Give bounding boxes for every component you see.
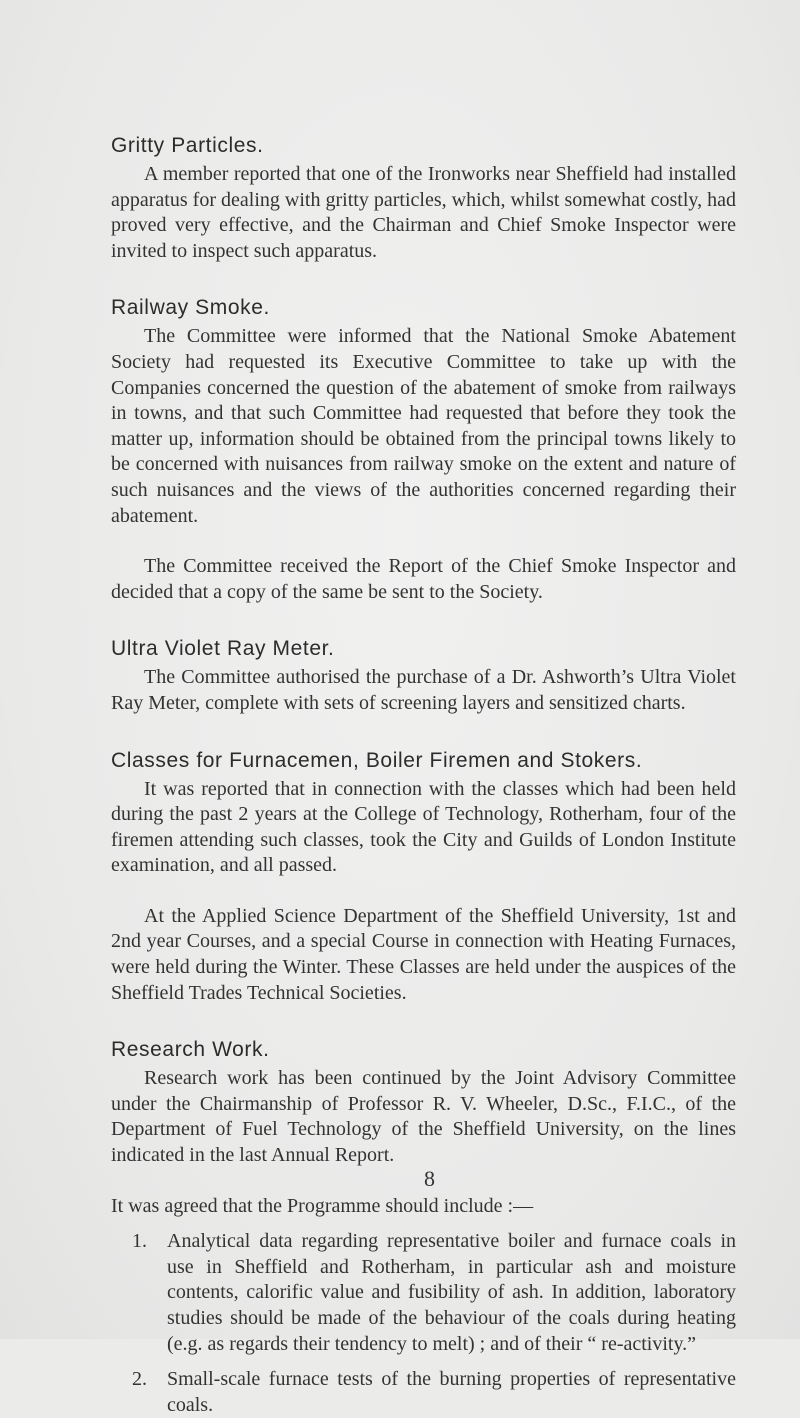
section-paragraph: The Committee were informed that the National Smoke Abatement Society had requested its Executive Committee to take up with the Companies concerned the question of the abatement of smoke from railways in towns, and that such Committee had requested that before they took the matter up, information should be obtained from the principal towns likely to be concerned with nuisances from railway smoke on the extent and nature of such nuisances and the views of the authorities concerned regarding their abatement. — [111, 325, 736, 527]
section-railway-smoke — [111, 293, 736, 605]
programme-list — [111, 1229, 736, 1418]
section-heading: Ultra Violet Ray Meter. — [111, 637, 335, 661]
programme-item — [111, 1229, 736, 1357]
section-gritty-particles — [111, 131, 736, 264]
section-paragraph: The Committee authorised the purchase of a Dr. Ashworth’s Ultra Violet Ray Meter, complete with sets of screening layers and sensitized charts. — [111, 666, 736, 714]
section-paragraph: Research work has been continued by the Joint Advisory Committee under the Chairmanship of Professor R. V. Wheeler, D.Sc., F.I.C., of the Department of Fuel Technology of the Sheffield University, on the lines indicated in the last Annual Report. — [111, 1067, 736, 1167]
programme-item-text: Analytical data regarding representative boiler and furnace coals in use in Sheffield and Rotherham, in particular ash and moisture contents, calorific value and fusibility of ash. In addition, laboratory studies should be made of the behaviour of the coals during heating (e.g. as regards their tendency to melt) ; and of their “ re-activity.” — [167, 1230, 736, 1355]
section-heading: Classes for Furnacemen, Boiler Firemen and Stokers. — [111, 748, 643, 772]
section-paragraph: It was reported that in connection with the classes which had been held during the past 2 years at the College of Technology, Rotherham, four of the firemen attending such classes, took the City and Guilds of London Institute examination, and all passed. — [111, 777, 736, 877]
programme-section — [111, 1194, 736, 1418]
section-research-work — [111, 1035, 736, 1168]
page-content — [111, 131, 736, 1418]
programme-item-number: 2. — [132, 1368, 147, 1391]
page-number: 8 — [424, 1166, 435, 1191]
programme-intro: It was agreed that the Programme should include :— — [111, 1194, 534, 1217]
section-classes-for-furnacemen — [111, 746, 736, 1007]
section-paragraph: The Committee received the Report of the Chief Smoke Inspector and decided that a copy of the same be sent to the Society. — [111, 555, 736, 603]
programme-item — [111, 1367, 736, 1418]
programme-item-text: Small-scale furnace tests of the burning properties of representative coals. — [167, 1368, 736, 1416]
programme-item-number: 1. — [132, 1230, 147, 1253]
section-heading: Railway Smoke. — [111, 296, 270, 320]
section-paragraph: A member reported that one of the Ironworks near Sheffield had installed apparatus for dealing with gritty particles, which, whilst somewhat costly, had proved very effective, and the Chairman and Chief Smoke Inspector were invited to inspect such apparatus. — [111, 163, 736, 262]
section-heading: Gritty Particles. — [111, 134, 264, 157]
section-heading: Research Work. — [111, 1038, 270, 1062]
section-ultra-violet-ray-meter — [111, 634, 736, 716]
section-paragraph: At the Applied Science Department of the Sheffield University, 1st and 2nd year Courses, and a special Course in connection with Heating Furnaces, were held during the Winter. These Classes are held under the auspices of the Sheffield Trades Technical Societies. — [111, 904, 736, 1004]
